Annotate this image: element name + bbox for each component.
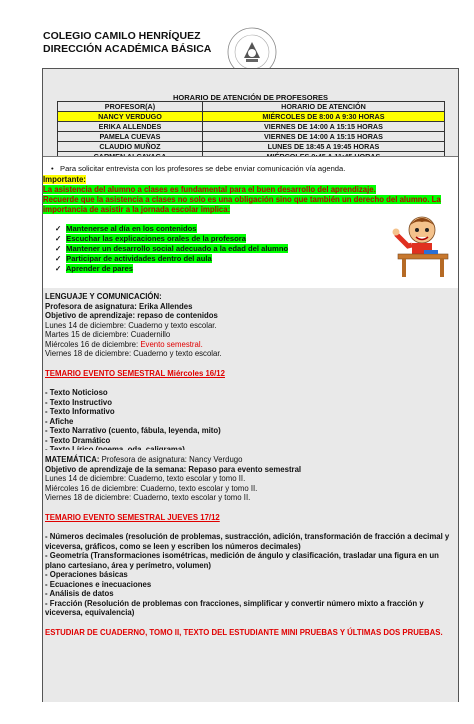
lenguaje-objective: Objetivo de aprendizaje: repaso de contenidos — [45, 311, 218, 320]
checkmark-icon: ✓ — [55, 234, 62, 243]
table-row — [58, 122, 445, 132]
teacher-cell: PAMELA CUEVAS — [58, 132, 203, 142]
list-item: - Geometría (Transformaciones isométricas, medición de ángulo y clasificación, trasladar una figura en un — [45, 551, 439, 560]
list-item: - Texto Informativo — [45, 407, 115, 416]
lenguaje-teacher: Profesora de asignatura: Erika Allendes — [45, 301, 193, 311]
notice-line-1: La asistencia del alumno a clases es fundamental para el buen desarrollo del aprendizaje. — [43, 185, 376, 194]
list-item: ✓ Escuchar las explicaciones orales de la profesora — [55, 234, 246, 243]
lenguaje-event-title: TEMARIO EVENTO SEMESTRAL Miércoles 16/12 — [45, 368, 225, 378]
important-label: Importante: — [43, 175, 86, 184]
column-header-teacher: PROFESOR(A) — [58, 102, 203, 112]
teacher-cell: CLAUDIO MUÑOZ — [58, 142, 203, 152]
schedule-table — [57, 101, 445, 162]
list-item: - Texto Noticioso — [45, 388, 108, 397]
list-item: plano cartesiano, área y perímetro, volumen) — [45, 560, 211, 570]
table-row — [58, 132, 445, 142]
top-band — [43, 69, 458, 92]
bullet-dot-icon: • — [51, 164, 60, 173]
checkmark-icon: ✓ — [55, 244, 62, 253]
list-item: - Texto Instructivo — [45, 397, 113, 407]
lenguaje-title: LENGUAJE Y COMUNICACIÓN: — [45, 292, 162, 301]
table-row — [58, 112, 445, 122]
list-item: - Ecuaciones e inecuaciones — [45, 579, 152, 589]
lenguaje-day: Viernes 18 de diciembre: Cuaderno y texto escolar. — [45, 349, 222, 358]
matematica-title: MATEMÁTICA: Profesora de asignatura: Nancy Verdugo — [45, 455, 243, 464]
event-label: Evento semestral. — [140, 339, 203, 349]
list-item: ✓ Mantener un desarrollo social adecuado a la edad del alumno — [55, 244, 289, 253]
list-item: - Análisis de datos — [45, 589, 114, 598]
list-item: - Números decimales (resolución de problemas, sustracción, adición, transformación de fracción a decimal y — [45, 532, 450, 541]
content-frame — [42, 68, 459, 702]
school-header — [43, 30, 211, 56]
school-name: COLEGIO CAMILO HENRÍQUEZ — [43, 30, 201, 42]
bullet-text: Para solicitar entrevista con los profesores se debe enviar comunicación vía agenda. — [60, 164, 346, 173]
matematica-day: Miércoles 16 de diciembre: Cuaderno, texto escolar y tomo II. — [45, 483, 258, 493]
list-item: - Texto Narrativo (cuento, fábula, leyenda, mito) — [45, 426, 221, 435]
student-at-desk-illustration — [388, 212, 452, 278]
list-item: - Afiche — [45, 416, 74, 426]
matematica-day: Lunes 14 de diciembre: Cuaderno, texto escolar y tomo II. — [45, 474, 246, 483]
teacher-cell: ERIKA ALLENDES — [58, 122, 203, 132]
list-item: - Fracción (Resolución de problemas con fracciones, simplificar y convertir número mixto a fracción y — [45, 598, 424, 608]
list-item: viceversa, equivalencia) — [45, 608, 135, 617]
column-header-time: HORARIO DE ATENCIÓN — [202, 102, 444, 112]
lenguaje-day: Lunes 14 de diciembre: Cuaderno y texto escolar. — [45, 320, 217, 330]
important-notice — [43, 175, 451, 215]
time-cell: MIÉRCOLES DE 8:00 A 9:30 HORAS — [202, 112, 444, 122]
time-cell: VIERNES DE 14:00 A 15:15 HORAS — [202, 132, 444, 142]
time-cell: LUNES DE 18:45 A 19:45 HORAS — [202, 142, 444, 152]
schedule-title: HORARIO DE ATENCIÓN DE PROFESORES — [172, 93, 328, 102]
department-name: DIRECCIÓN ACADÉMICA BÁSICA — [43, 43, 212, 55]
matematica-event-title: TEMARIO EVENTO SEMESTRAL JUEVES 17/12 — [45, 512, 220, 522]
notice-line-2: Recuerde que la asistencia a clases no solo es una obligación sino que también un derecho del alumno. La — [43, 195, 441, 204]
interview-bullet — [51, 164, 345, 173]
notice-line-3: importancia de asistir a la jornada escolar implica: — [43, 205, 231, 214]
matematica-block — [45, 455, 453, 637]
list-item: ✓ Aprender de pares — [55, 264, 133, 273]
matematica-objective: Objetivo de aprendizaje de la semana: Repaso para evento semestral — [45, 464, 302, 474]
table-header-row — [58, 102, 445, 112]
table-row — [58, 142, 445, 152]
list-item: - Operaciones básicas — [45, 570, 128, 579]
list-item: ✓ Mantenerse al día en los contenidos — [55, 224, 197, 233]
list-item: ✓ Participar de actividades dentro del aula — [55, 254, 212, 263]
study-instruction: ESTUDIAR DE CUADERNO, TOMO II, TEXTO DEL ESTUDIANTE MINI PRUEBAS Y ÚLTIMAS DOS PRUEBAS. — [45, 627, 443, 637]
time-cell: VIERNES DE 14:00 A 15:15 HORAS — [202, 122, 444, 132]
checkmark-icon: ✓ — [55, 224, 62, 233]
lenguaje-block — [45, 292, 225, 455]
attendance-checklist — [55, 224, 288, 274]
list-item: viceversa, gráficos, como se leen y escriben los números decimales) — [45, 541, 301, 551]
list-item: - Texto Dramático — [45, 435, 111, 445]
lenguaje-day: Martes 15 de diciembre: Cuadernillo — [45, 330, 171, 339]
teacher-cell: NANCY VERDUGO — [58, 112, 203, 122]
checkmark-icon: ✓ — [55, 264, 62, 273]
checkmark-icon: ✓ — [55, 254, 62, 263]
matematica-day: Viernes 18 de diciembre: Cuaderno, texto escolar y tomo II. — [45, 493, 251, 502]
lenguaje-day-wed: Miércoles 16 de diciembre: Evento semestral. — [45, 339, 203, 349]
